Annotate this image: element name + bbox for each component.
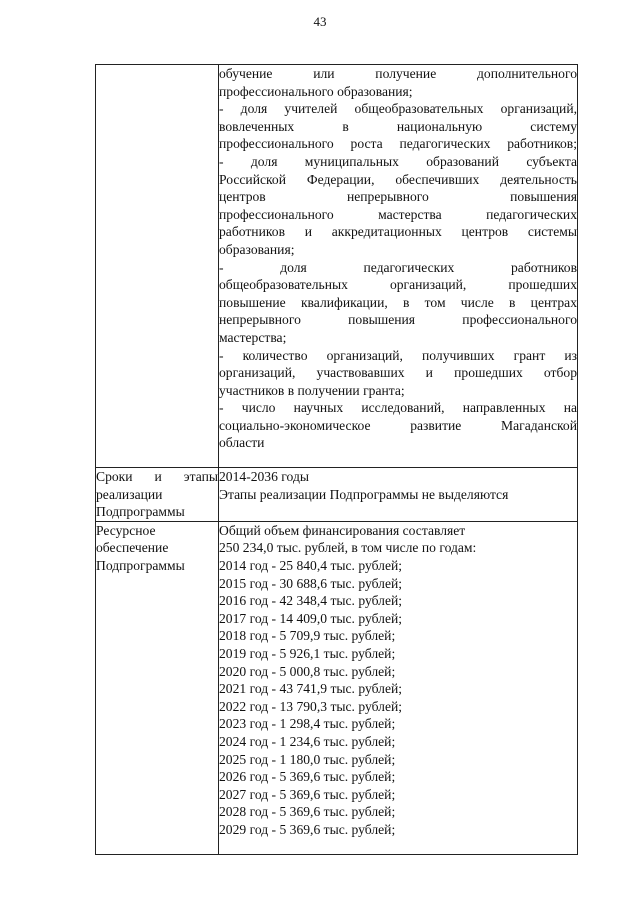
cell-text-line: вовлеченных в национальную систему: [219, 118, 577, 134]
cell-text-line: - количество организаций, получивших грант из: [219, 347, 577, 363]
cell-text-line: непрерывного повышения профессионального: [219, 312, 577, 328]
cell-text-line: 2019 год - 5 926,1 тыс. рублей;: [219, 645, 396, 661]
row-label-line: Подпрограммы: [96, 557, 185, 573]
cell-text-line: социально-экономическое развитие Магаданской: [219, 417, 577, 433]
row-content-cell: [219, 521, 578, 854]
row-label-line: обеспечение: [96, 540, 169, 556]
cell-text-line: 2016 год - 42 348,4 тыс. рублей;: [219, 593, 403, 609]
page-number: 43: [313, 14, 327, 29]
table-row-funding: [96, 521, 578, 854]
cell-text-line: 2014 год - 25 840,4 тыс. рублей;: [219, 557, 403, 573]
cell-text-line: - доля педагогических работников: [219, 259, 577, 275]
cell-text-line: 2029 год - 5 369,6 тыс. рублей;: [219, 821, 396, 837]
subprogram-passport-table: [95, 64, 578, 855]
cell-text-line: центров непрерывного повышения: [219, 189, 577, 205]
cell-text-line: 2015 год - 30 688,6 тыс. рублей;: [219, 575, 403, 591]
cell-text-line: 2024 год - 1 234,6 тыс. рублей;: [219, 733, 396, 749]
cell-text-line: Общий объем финансирования составляет: [219, 522, 466, 538]
row-label-cell: [96, 468, 219, 522]
cell-text-line: 2018 год - 5 709,9 тыс. рублей;: [219, 628, 396, 644]
row-label-line: Ресурсное: [96, 522, 156, 538]
row-label-line: Сроки и этапы: [96, 469, 218, 484]
cell-text-line: работников и аккредитационных центров системы: [219, 224, 577, 240]
cell-text-line: 2014-2036 годы: [219, 469, 309, 484]
cell-text-line: 2023 год - 1 298,4 тыс. рублей;: [219, 716, 396, 732]
row-label-cell: [96, 65, 219, 468]
row-label-line: реализации: [96, 486, 163, 502]
row-content-cell: [219, 468, 578, 522]
cell-text-line: - доля муниципальных образований субъекта: [219, 153, 577, 169]
cell-text-line: обучение или получение дополнительного: [219, 66, 577, 81]
cell-text-line: повышение квалификации, в том числе в центрах: [219, 294, 577, 310]
cell-text-line: - доля учителей общеобразовательных организаций,: [219, 101, 577, 117]
cell-text-line: мастерства;: [219, 329, 287, 345]
cell-text-line: Этапы реализации Подпрограммы не выделяются: [219, 486, 509, 502]
cell-text-line: 2017 год - 14 409,0 тыс. рублей;: [219, 610, 403, 626]
cell-text-line: участников в получении гранта;: [219, 382, 405, 398]
table-row-timing: [96, 468, 578, 522]
cell-text-line: 2021 год - 43 741,9 тыс. рублей;: [219, 681, 403, 697]
cell-text-line: 2025 год - 1 180,0 тыс. рублей;: [219, 751, 396, 767]
cell-text-line: образования;: [219, 241, 295, 257]
cell-text-line: профессионального образования;: [219, 83, 413, 99]
cell-text-line: 2027 год - 5 369,6 тыс. рублей;: [219, 786, 396, 802]
cell-text-line: области: [219, 435, 265, 451]
cell-text-line: 2026 год - 5 369,6 тыс. рублей;: [219, 769, 396, 785]
cell-text-line: 2020 год - 5 000,8 тыс. рублей;: [219, 663, 396, 679]
cell-text-line: профессионального мастерства педагогических: [219, 206, 577, 222]
table-row-indicators: [96, 65, 578, 468]
cell-text-line: организаций, участвовавших и прошедших отбор: [219, 365, 577, 381]
row-label-line: Подпрограммы: [96, 504, 185, 520]
cell-text-line: Российской Федерации, обеспечивших деятельность: [219, 171, 577, 187]
cell-text-line: 2028 год - 5 369,6 тыс. рублей;: [219, 804, 396, 820]
cell-text-line: общеобразовательных организаций, прошедших: [219, 277, 577, 293]
cell-text-line: 2022 год - 13 790,3 тыс. рублей;: [219, 698, 403, 714]
cell-text-line: 250 234,0 тыс. рублей, в том числе по годам:: [219, 540, 477, 556]
row-content-cell: [219, 65, 578, 468]
cell-text-line: - число научных исследований, направленных на: [219, 400, 577, 416]
row-label-cell: [96, 521, 219, 854]
cell-text-line: профессионального роста педагогических работников;: [219, 136, 577, 152]
